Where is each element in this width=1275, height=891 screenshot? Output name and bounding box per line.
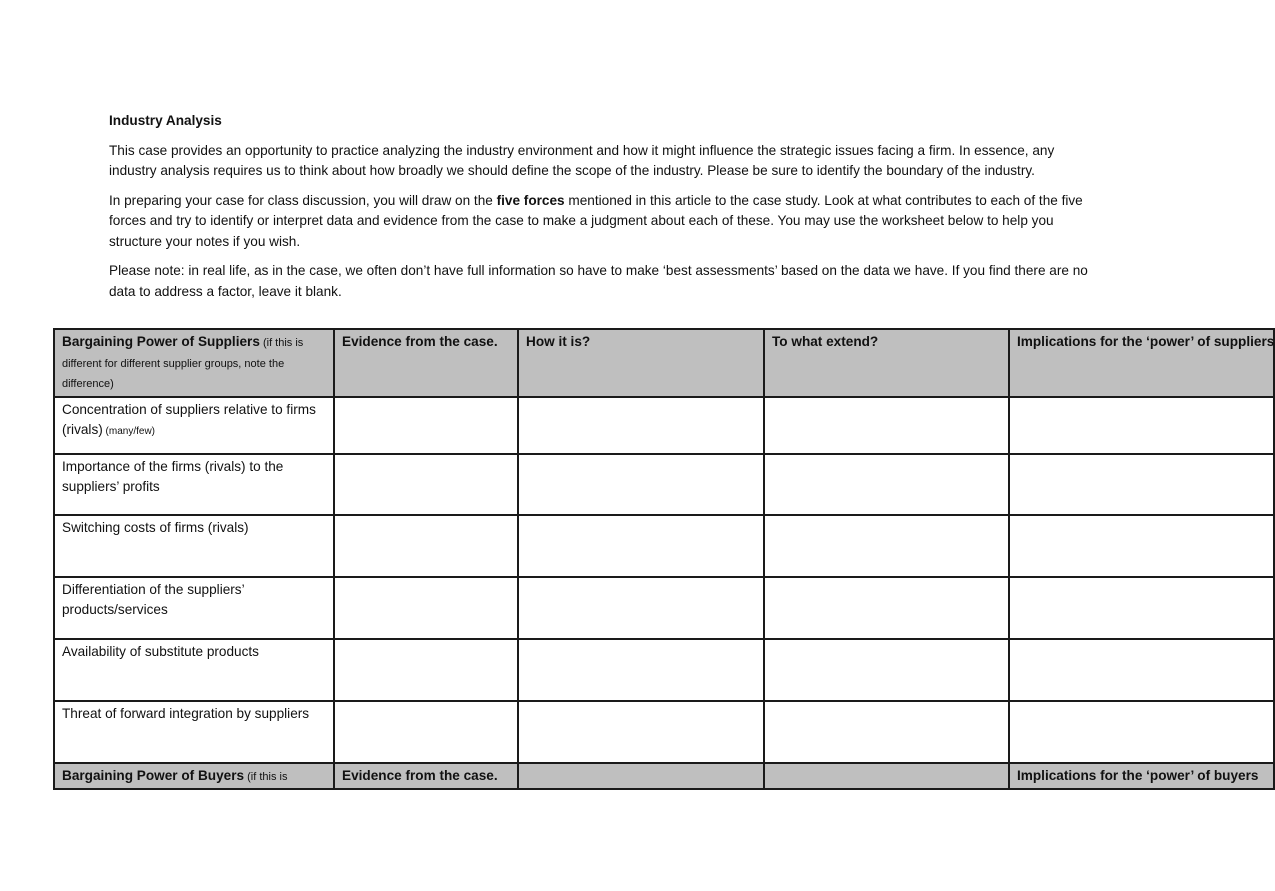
buyers-col-header-evidence: Evidence from the case. bbox=[334, 763, 518, 790]
document-title: Industry Analysis bbox=[109, 113, 222, 128]
implications-cell[interactable] bbox=[1009, 639, 1274, 701]
how-it-is-cell[interactable] bbox=[518, 701, 764, 763]
how-it-is-cell[interactable] bbox=[518, 454, 764, 515]
factor-text: Threat of forward integration by suppliers bbox=[62, 705, 310, 721]
five-forces-worksheet bbox=[53, 328, 1275, 790]
how-it-is-cell[interactable] bbox=[518, 577, 764, 639]
evidence-cell[interactable] bbox=[334, 454, 518, 515]
five-forces-emphasis: five forces bbox=[496, 192, 565, 208]
factor-text: Switching costs of firms (rivals) bbox=[62, 519, 249, 535]
col-header-how-it-is: How it is? bbox=[518, 329, 764, 397]
how-it-is-cell[interactable] bbox=[518, 397, 764, 454]
to-what-extend-cell[interactable] bbox=[764, 454, 1009, 515]
implications-cell[interactable] bbox=[1009, 397, 1274, 454]
implications-cell[interactable] bbox=[1009, 577, 1274, 639]
table-row bbox=[54, 454, 1274, 515]
implications-cell[interactable] bbox=[1009, 515, 1274, 577]
factor-label bbox=[54, 577, 334, 639]
factor-text: Availability of substitute products bbox=[62, 643, 259, 659]
factor-text: Concentration of suppliers relative to firms (rivals) bbox=[62, 401, 316, 437]
col-header-evidence: Evidence from the case. bbox=[334, 329, 518, 397]
table-row bbox=[54, 577, 1274, 639]
factor-text: Differentiation of the suppliers’ products/services bbox=[62, 581, 245, 617]
factor-label bbox=[54, 639, 334, 701]
buyers-title: Bargaining Power of Buyers bbox=[62, 767, 245, 783]
suppliers-title-note: (if this is different for different supplier groups, note the difference) bbox=[62, 337, 304, 390]
evidence-cell[interactable] bbox=[334, 701, 518, 763]
table-row bbox=[54, 701, 1274, 763]
buyers-section-title bbox=[54, 763, 334, 790]
buyers-col-header-how-it-is bbox=[518, 763, 764, 790]
intro-paragraph-2-start: In preparing your case for class discussion, you will draw on the bbox=[109, 192, 497, 208]
table-row bbox=[54, 397, 1274, 454]
evidence-cell[interactable] bbox=[334, 639, 518, 701]
suppliers-title: Bargaining Power of Suppliers bbox=[62, 334, 260, 349]
to-what-extend-cell[interactable] bbox=[764, 397, 1009, 454]
buyers-title-note: (if this is bbox=[244, 770, 288, 783]
how-it-is-cell[interactable] bbox=[518, 515, 764, 577]
worksheet-container bbox=[53, 328, 1275, 783]
intro-paragraph-1: This case provides an opportunity to practice analyzing the industry environment and how it might influence the strategic issues facing a firm. In essence, any industry analysis requires us to think about how broadly we should define the scope of the industry. Please be sure to identify the boundary of the industry. bbox=[109, 142, 1055, 178]
suppliers-header-row bbox=[54, 329, 1274, 397]
factor-label bbox=[54, 515, 334, 577]
factor-text: Importance of the firms (rivals) to the suppliers’ profits bbox=[62, 458, 284, 494]
to-what-extend-cell[interactable] bbox=[764, 701, 1009, 763]
factor-label bbox=[54, 454, 334, 515]
buyers-header-row bbox=[54, 763, 1274, 790]
intro-paragraph-2 bbox=[109, 191, 1093, 253]
suppliers-section-title bbox=[54, 329, 334, 397]
implications-cell[interactable] bbox=[1009, 701, 1274, 763]
buyers-col-header-to-what-extend bbox=[764, 763, 1009, 790]
to-what-extend-cell[interactable] bbox=[764, 639, 1009, 701]
buyers-col-header-implications: Implications for the ‘power’ of buyers bbox=[1009, 763, 1274, 790]
factor-note: (many/few) bbox=[102, 426, 156, 437]
col-header-implications: Implications for the ‘power’ of suppliers bbox=[1009, 329, 1274, 397]
document-intro bbox=[109, 111, 1093, 311]
table-row bbox=[54, 639, 1274, 701]
intro-paragraph-3: Please note: in real life, as in the case, we often don’t have full information so have to make ‘best assessments’ based on the data we have. If you find there are no data to address a factor, leave it blank. bbox=[109, 263, 1088, 299]
how-it-is-cell[interactable] bbox=[518, 639, 764, 701]
to-what-extend-cell[interactable] bbox=[764, 577, 1009, 639]
intro-paragraph-2-end: mentioned in this article to the case study. Look at what contributes to each of the five forces and try to identify or interpret data and evidence from the case to make a judgment about each of these. You may use the worksheet below to help you structure your notes if you wish. bbox=[109, 192, 1083, 249]
factor-label bbox=[54, 397, 334, 454]
to-what-extend-cell[interactable] bbox=[764, 515, 1009, 577]
evidence-cell[interactable] bbox=[334, 577, 518, 639]
implications-cell[interactable] bbox=[1009, 454, 1274, 515]
factor-label bbox=[54, 701, 334, 763]
table-row bbox=[54, 515, 1274, 577]
evidence-cell[interactable] bbox=[334, 515, 518, 577]
evidence-cell[interactable] bbox=[334, 397, 518, 454]
col-header-to-what-extend: To what extend? bbox=[764, 329, 1009, 397]
